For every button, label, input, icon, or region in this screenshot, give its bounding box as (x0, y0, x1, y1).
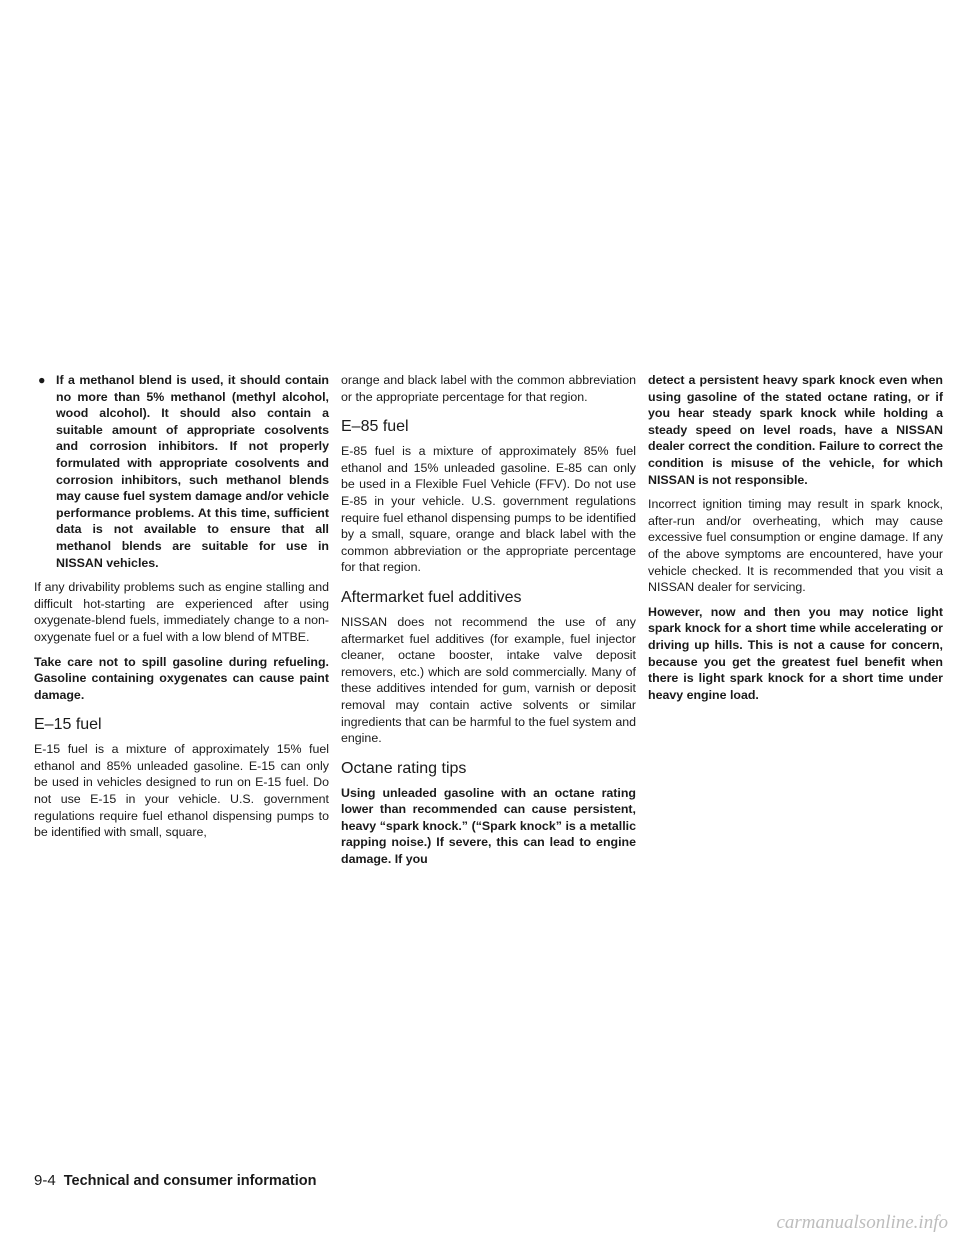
octane-warning: Using unleaded gasoline with an octane rating lower than recommended can cause persistent, heavy “spark knock.” (“Spark knock” is a metallic rapping noise.) If severe, this can lead to engine damage. If you (341, 785, 636, 867)
drivability-paragraph: If any drivability problems such as engine stalling and difficult hot-starting are experienced after using oxygenate-blend fuels, immediately change to a non-oxygenate fuel or a fuel with a low blend of MTBE. (34, 580, 329, 644)
ignition-timing-paragraph: Incorrect ignition timing may result in spark knock, after-run and/or overheating, which may cause excessive fuel consumption or engine damage. If any of the above symptoms are encountered, have your vehicle checked. It is recommended that you visit a NISSAN dealer for servicing. (648, 497, 943, 595)
octane-heading: Octane rating tips (341, 759, 467, 777)
e15-heading: E–15 fuel (34, 716, 102, 734)
e85-paragraph: E-85 fuel is a mixture of approximately 85% fuel ethanol and 15% unleaded gasoline. E-85 can only be used in a Flexible Fuel Vehicle (FFV). Do not use E-85 in your vehicle. U.S. government regulations require fuel ethanol dispensing pumps to be identified by a small, square, orange and black label with the common abbreviation or the appropriate percentage for that region. (341, 444, 636, 575)
e15-paragraph: E-15 fuel is a mixture of approximately 15% fuel ethanol and 85% unleaded gasoline. E-15 can only be used in vehicles designed to run on E-15 fuel. Do not use E-15 in your vehicle. U.S. government regulations require fuel ethanol dispensing pumps to be identified with small, square, (34, 742, 329, 840)
spill-warning: Take care not to spill gasoline during refueling. Gasoline containing oxygenates can cause paint damage. (34, 654, 329, 702)
bullet-icon: ● (38, 373, 46, 387)
additives-paragraph: NISSAN does not recommend the use of any aftermarket fuel additives (for example, fuel injector cleaner, octane booster, intake valve deposit removers, etc.) which are sold commercially. Many of these additives intended for gum, varnish or deposit removal may contain active solvents or similar ingredients that can be harmful to the fuel system and engine. (341, 614, 636, 746)
column-right (648, 372, 943, 711)
additives-heading: Aftermarket fuel additives (341, 588, 522, 606)
page-number: 9-4 (34, 1172, 56, 1189)
column-left (34, 372, 329, 849)
methanol-warning-text: If a methanol blend is used, it should contain no more than 5% methanol (methyl alcohol, wood alcohol). It should also contain a suitable amount of appropriate cosolvents and corrosion inhibitors. If not properly formulated with appropriate cosolvents and corrosion inhibitors, such methanol blends may cause fuel system damage and/or vehicle performance problems. At this time, sufficient data is not available to ensure that all methanol blends are suitable for use in NISSAN vehicles. (56, 373, 329, 570)
methanol-warning-item (34, 372, 329, 571)
section-title: Technical and consumer information (63, 1173, 317, 1189)
e15-continued-paragraph: orange and black label with the common abbreviation or the appropriate percentage for that region. (341, 373, 636, 404)
page-footer (34, 1172, 316, 1189)
watermark: carmanualsonline.info (776, 1212, 948, 1233)
column-middle (341, 372, 636, 876)
e85-heading: E–85 fuel (341, 418, 409, 436)
octane-warning-continued: detect a persistent heavy spark knock even when using gasoline of the stated octane rating, or if you hear steady spark knock while holding a steady speed on level roads, have a NISSAN dealer correct the condition. Failure to correct the condition is misuse of the vehicle, for which NISSAN is not responsible. (648, 373, 943, 487)
light-knock-note: However, now and then you may notice light spark knock for a short time while accelerating or driving up hills. This is not a cause for concern, because you get the greatest fuel benefit when there is light spark knock for a short time under heavy engine load. (648, 604, 943, 702)
